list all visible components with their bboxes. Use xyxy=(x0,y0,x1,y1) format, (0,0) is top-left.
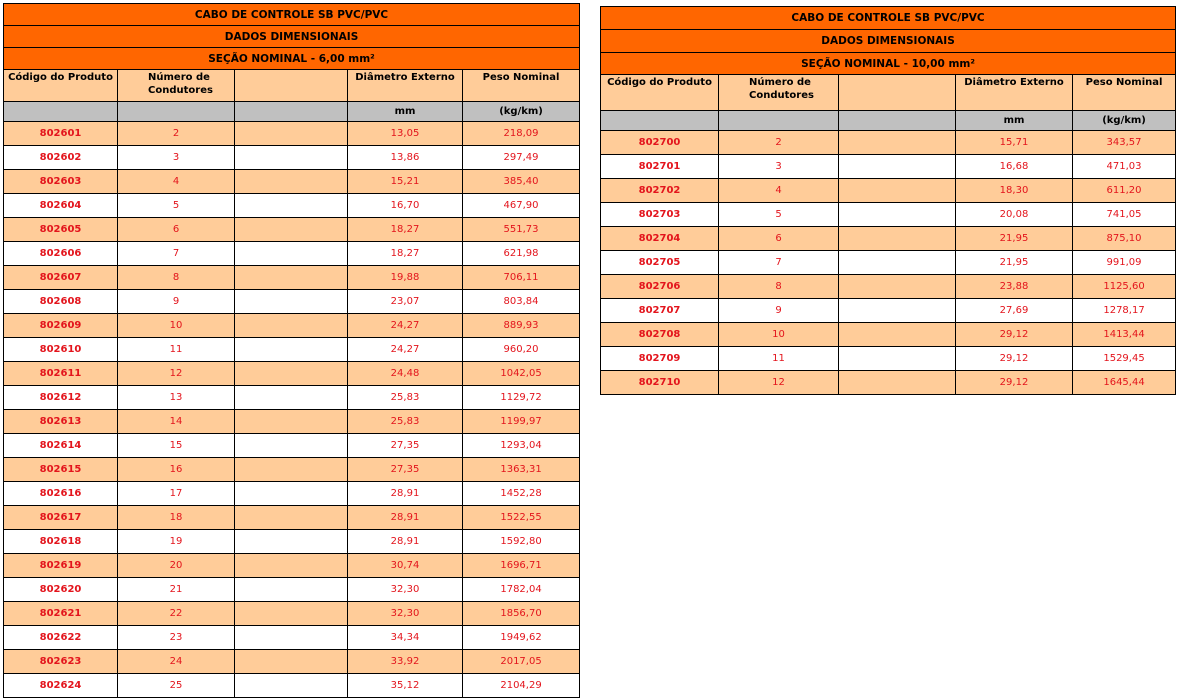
cell-conductors: 13 xyxy=(118,386,235,410)
cell-product-code: 802706 xyxy=(601,275,719,299)
table-row xyxy=(4,674,580,698)
cell-weight: 343,57 xyxy=(1073,131,1176,155)
cell-conductors: 5 xyxy=(719,203,839,227)
cell-blank xyxy=(839,227,956,251)
cell-diameter: 24,27 xyxy=(348,314,463,338)
cell-product-code: 802615 xyxy=(4,458,118,482)
cell-weight: 1293,04 xyxy=(463,434,580,458)
header-code: Código do Produto xyxy=(601,75,719,111)
cell-conductors: 12 xyxy=(118,362,235,386)
table-row xyxy=(4,650,580,674)
cell-diameter: 13,05 xyxy=(348,122,463,146)
unit-code xyxy=(601,111,719,131)
cell-product-code: 802704 xyxy=(601,227,719,251)
table-row xyxy=(601,371,1176,395)
cell-blank xyxy=(235,482,348,506)
header-conductors xyxy=(118,70,235,102)
cell-product-code: 802619 xyxy=(4,554,118,578)
table-row xyxy=(601,155,1176,179)
cell-product-code: 802604 xyxy=(4,194,118,218)
cell-conductors: 4 xyxy=(118,170,235,194)
header-blank xyxy=(839,75,956,111)
cell-blank xyxy=(235,578,348,602)
cell-diameter: 27,35 xyxy=(348,458,463,482)
cell-conductors: 10 xyxy=(719,323,839,347)
cell-diameter: 23,88 xyxy=(956,275,1073,299)
cell-blank xyxy=(235,266,348,290)
table-row xyxy=(4,434,580,458)
cell-blank xyxy=(235,530,348,554)
cell-conductors: 6 xyxy=(118,218,235,242)
unit-blank xyxy=(839,111,956,131)
cell-product-code: 802616 xyxy=(4,482,118,506)
unit-conductors xyxy=(118,102,235,122)
cell-product-code: 802701 xyxy=(601,155,719,179)
column-header-row xyxy=(4,70,580,102)
cell-weight: 1529,45 xyxy=(1073,347,1176,371)
table-subtitle-row xyxy=(601,30,1176,53)
cell-blank xyxy=(235,122,348,146)
cell-weight: 1452,28 xyxy=(463,482,580,506)
cell-diameter: 18,27 xyxy=(348,218,463,242)
cell-weight: 471,03 xyxy=(1073,155,1176,179)
cell-diameter: 28,91 xyxy=(348,506,463,530)
cell-weight: 889,93 xyxy=(463,314,580,338)
table-row xyxy=(4,146,580,170)
cell-conductors: 22 xyxy=(118,602,235,626)
cell-diameter: 32,30 xyxy=(348,602,463,626)
cell-product-code: 802612 xyxy=(4,386,118,410)
cell-product-code: 802606 xyxy=(4,242,118,266)
table-row xyxy=(4,578,580,602)
cell-weight: 1042,05 xyxy=(463,362,580,386)
cell-conductors: 8 xyxy=(719,275,839,299)
cell-weight: 1199,97 xyxy=(463,410,580,434)
cell-diameter: 27,69 xyxy=(956,299,1073,323)
cell-blank xyxy=(839,131,956,155)
cell-conductors: 11 xyxy=(719,347,839,371)
cell-diameter: 13,86 xyxy=(348,146,463,170)
cell-weight: 1129,72 xyxy=(463,386,580,410)
table-title-row xyxy=(4,4,580,26)
cell-conductors: 24 xyxy=(118,650,235,674)
cell-diameter: 25,83 xyxy=(348,410,463,434)
cell-conductors: 17 xyxy=(118,482,235,506)
table-row xyxy=(4,290,580,314)
table-row xyxy=(4,218,580,242)
cell-weight: 1125,60 xyxy=(1073,275,1176,299)
table-title-row xyxy=(601,7,1176,30)
cell-diameter: 19,88 xyxy=(348,266,463,290)
table-row xyxy=(4,338,580,362)
cell-conductors: 6 xyxy=(719,227,839,251)
header-conductors-line1: Número de xyxy=(749,77,811,88)
table-row xyxy=(601,299,1176,323)
cell-product-code: 802624 xyxy=(4,674,118,698)
cell-diameter: 23,07 xyxy=(348,290,463,314)
cell-product-code: 802623 xyxy=(4,650,118,674)
cell-blank xyxy=(235,674,348,698)
unit-weight: (kg/km) xyxy=(1073,111,1176,131)
cell-weight: 1696,71 xyxy=(463,554,580,578)
cell-conductors: 7 xyxy=(719,251,839,275)
cell-blank xyxy=(235,554,348,578)
cell-blank xyxy=(839,371,956,395)
cell-diameter: 18,30 xyxy=(956,179,1073,203)
cell-weight: 218,09 xyxy=(463,122,580,146)
cell-blank xyxy=(235,434,348,458)
table-row xyxy=(4,506,580,530)
cell-product-code: 802603 xyxy=(4,170,118,194)
table-row xyxy=(601,227,1176,251)
header-conductors-line1: Número de xyxy=(148,72,210,83)
column-header-row xyxy=(601,75,1176,111)
table-title: CABO DE CONTROLE SB PVC/PVC xyxy=(601,7,1176,30)
cell-weight: 803,84 xyxy=(463,290,580,314)
table-row xyxy=(4,482,580,506)
cell-diameter: 32,30 xyxy=(348,578,463,602)
cell-blank xyxy=(839,347,956,371)
cell-blank xyxy=(235,314,348,338)
cell-product-code: 802710 xyxy=(601,371,719,395)
units-row xyxy=(601,111,1176,131)
table-row xyxy=(601,203,1176,227)
cell-weight: 741,05 xyxy=(1073,203,1176,227)
table-title: CABO DE CONTROLE SB PVC/PVC xyxy=(4,4,580,26)
header-weight: Peso Nominal xyxy=(463,70,580,102)
cell-diameter: 27,35 xyxy=(348,434,463,458)
cell-diameter: 21,95 xyxy=(956,251,1073,275)
cell-blank xyxy=(839,323,956,347)
cell-diameter: 28,91 xyxy=(348,530,463,554)
unit-diameter: mm xyxy=(956,111,1073,131)
cell-blank xyxy=(235,458,348,482)
cell-diameter: 21,95 xyxy=(956,227,1073,251)
cell-diameter: 30,74 xyxy=(348,554,463,578)
cell-blank xyxy=(235,410,348,434)
units-row xyxy=(4,102,580,122)
cell-conductors: 10 xyxy=(118,314,235,338)
cell-weight: 385,40 xyxy=(463,170,580,194)
cell-product-code: 802618 xyxy=(4,530,118,554)
header-weight: Peso Nominal xyxy=(1073,75,1176,111)
cell-conductors: 9 xyxy=(719,299,839,323)
cell-blank xyxy=(235,338,348,362)
table-row xyxy=(4,554,580,578)
cell-conductors: 25 xyxy=(118,674,235,698)
cell-diameter: 15,21 xyxy=(348,170,463,194)
cell-product-code: 802611 xyxy=(4,362,118,386)
cell-conductors: 16 xyxy=(118,458,235,482)
cell-diameter: 29,12 xyxy=(956,371,1073,395)
unit-code xyxy=(4,102,118,122)
header-diameter: Diâmetro Externo xyxy=(956,75,1073,111)
cell-diameter: 15,71 xyxy=(956,131,1073,155)
cell-diameter: 28,91 xyxy=(348,482,463,506)
cell-diameter: 29,12 xyxy=(956,323,1073,347)
cell-weight: 1363,31 xyxy=(463,458,580,482)
table-row xyxy=(601,131,1176,155)
cell-weight: 611,20 xyxy=(1073,179,1176,203)
header-conductors-line2: Condutores xyxy=(749,90,814,101)
cell-diameter: 29,12 xyxy=(956,347,1073,371)
cell-product-code: 802613 xyxy=(4,410,118,434)
cell-weight: 1782,04 xyxy=(463,578,580,602)
cell-weight: 1592,80 xyxy=(463,530,580,554)
cell-product-code: 802617 xyxy=(4,506,118,530)
unit-conductors xyxy=(719,111,839,131)
cell-weight: 621,98 xyxy=(463,242,580,266)
cell-blank xyxy=(839,203,956,227)
cell-weight: 2017,05 xyxy=(463,650,580,674)
cell-weight: 875,10 xyxy=(1073,227,1176,251)
cell-blank xyxy=(235,650,348,674)
section-row xyxy=(601,53,1176,75)
cell-product-code: 802602 xyxy=(4,146,118,170)
cell-weight: 2104,29 xyxy=(463,674,580,698)
cell-conductors: 14 xyxy=(118,410,235,434)
table-row xyxy=(4,386,580,410)
cell-product-code: 802707 xyxy=(601,299,719,323)
cell-conductors: 3 xyxy=(118,146,235,170)
cell-diameter: 34,34 xyxy=(348,626,463,650)
cell-blank xyxy=(839,299,956,323)
cell-conductors: 21 xyxy=(118,578,235,602)
cell-blank xyxy=(235,170,348,194)
cell-conductors: 15 xyxy=(118,434,235,458)
cell-product-code: 802708 xyxy=(601,323,719,347)
table-row xyxy=(4,122,580,146)
table-row xyxy=(4,626,580,650)
cell-conductors: 19 xyxy=(118,530,235,554)
cell-diameter: 25,83 xyxy=(348,386,463,410)
cell-conductors: 8 xyxy=(118,266,235,290)
cell-diameter: 16,68 xyxy=(956,155,1073,179)
cell-blank xyxy=(839,275,956,299)
table-section-10mm xyxy=(600,6,1176,395)
cell-conductors: 20 xyxy=(118,554,235,578)
table-subtitle: DADOS DIMENSIONAIS xyxy=(4,26,580,48)
cell-weight: 551,73 xyxy=(463,218,580,242)
unit-diameter: mm xyxy=(348,102,463,122)
cell-blank xyxy=(235,194,348,218)
header-blank xyxy=(235,70,348,102)
cell-product-code: 802601 xyxy=(4,122,118,146)
cell-product-code: 802703 xyxy=(601,203,719,227)
table-section-6mm xyxy=(3,3,580,698)
cell-blank xyxy=(839,155,956,179)
cell-diameter: 18,27 xyxy=(348,242,463,266)
cell-diameter: 35,12 xyxy=(348,674,463,698)
cell-product-code: 802605 xyxy=(4,218,118,242)
table-subtitle: DADOS DIMENSIONAIS xyxy=(601,30,1176,53)
table-row xyxy=(4,314,580,338)
table-row xyxy=(4,458,580,482)
cell-blank xyxy=(235,146,348,170)
cell-weight: 1856,70 xyxy=(463,602,580,626)
cell-blank xyxy=(235,626,348,650)
cell-product-code: 802702 xyxy=(601,179,719,203)
cell-weight: 991,09 xyxy=(1073,251,1176,275)
table-row xyxy=(4,362,580,386)
section-row xyxy=(4,48,580,70)
cell-blank xyxy=(235,290,348,314)
cell-product-code: 802705 xyxy=(601,251,719,275)
table-row xyxy=(601,275,1176,299)
cell-diameter: 24,48 xyxy=(348,362,463,386)
cell-weight: 467,90 xyxy=(463,194,580,218)
header-diameter: Diâmetro Externo xyxy=(348,70,463,102)
cell-blank xyxy=(235,506,348,530)
cell-blank xyxy=(235,602,348,626)
table-subtitle-row xyxy=(4,26,580,48)
unit-weight: (kg/km) xyxy=(463,102,580,122)
header-code: Código do Produto xyxy=(4,70,118,102)
table-row xyxy=(601,347,1176,371)
cell-product-code: 802709 xyxy=(601,347,719,371)
cell-conductors: 11 xyxy=(118,338,235,362)
cell-weight: 1645,44 xyxy=(1073,371,1176,395)
cell-diameter: 16,70 xyxy=(348,194,463,218)
cell-conductors: 12 xyxy=(719,371,839,395)
table-row xyxy=(601,323,1176,347)
table-row xyxy=(4,530,580,554)
cell-product-code: 802620 xyxy=(4,578,118,602)
cell-conductors: 5 xyxy=(118,194,235,218)
cell-weight: 1522,55 xyxy=(463,506,580,530)
cell-diameter: 33,92 xyxy=(348,650,463,674)
cell-weight: 297,49 xyxy=(463,146,580,170)
cell-conductors: 3 xyxy=(719,155,839,179)
cell-conductors: 7 xyxy=(118,242,235,266)
unit-blank xyxy=(235,102,348,122)
cell-product-code: 802700 xyxy=(601,131,719,155)
table-row xyxy=(4,266,580,290)
cell-weight: 1949,62 xyxy=(463,626,580,650)
cell-product-code: 802607 xyxy=(4,266,118,290)
cell-conductors: 23 xyxy=(118,626,235,650)
cell-weight: 1413,44 xyxy=(1073,323,1176,347)
table-row xyxy=(4,410,580,434)
cell-conductors: 4 xyxy=(719,179,839,203)
cell-blank xyxy=(235,242,348,266)
table-row xyxy=(601,179,1176,203)
cell-blank xyxy=(235,218,348,242)
table-row xyxy=(4,602,580,626)
table-row xyxy=(4,170,580,194)
table-row xyxy=(4,194,580,218)
cell-product-code: 802609 xyxy=(4,314,118,338)
cell-blank xyxy=(839,251,956,275)
cell-conductors: 9 xyxy=(118,290,235,314)
header-conductors xyxy=(719,75,839,111)
cell-conductors: 2 xyxy=(719,131,839,155)
cell-blank xyxy=(839,179,956,203)
cell-weight: 706,11 xyxy=(463,266,580,290)
cell-weight: 960,20 xyxy=(463,338,580,362)
section-label: SEÇÃO NOMINAL - 10,00 mm² xyxy=(601,53,1176,75)
table-row xyxy=(601,251,1176,275)
cell-product-code: 802622 xyxy=(4,626,118,650)
cell-product-code: 802610 xyxy=(4,338,118,362)
section-label: SEÇÃO NOMINAL - 6,00 mm² xyxy=(4,48,580,70)
cell-blank xyxy=(235,386,348,410)
cell-product-code: 802608 xyxy=(4,290,118,314)
cell-diameter: 20,08 xyxy=(956,203,1073,227)
cell-product-code: 802621 xyxy=(4,602,118,626)
table-row xyxy=(4,242,580,266)
cell-conductors: 2 xyxy=(118,122,235,146)
cell-blank xyxy=(235,362,348,386)
header-conductors-line2: Condutores xyxy=(148,85,213,96)
cell-weight: 1278,17 xyxy=(1073,299,1176,323)
cell-diameter: 24,27 xyxy=(348,338,463,362)
cell-product-code: 802614 xyxy=(4,434,118,458)
cell-conductors: 18 xyxy=(118,506,235,530)
